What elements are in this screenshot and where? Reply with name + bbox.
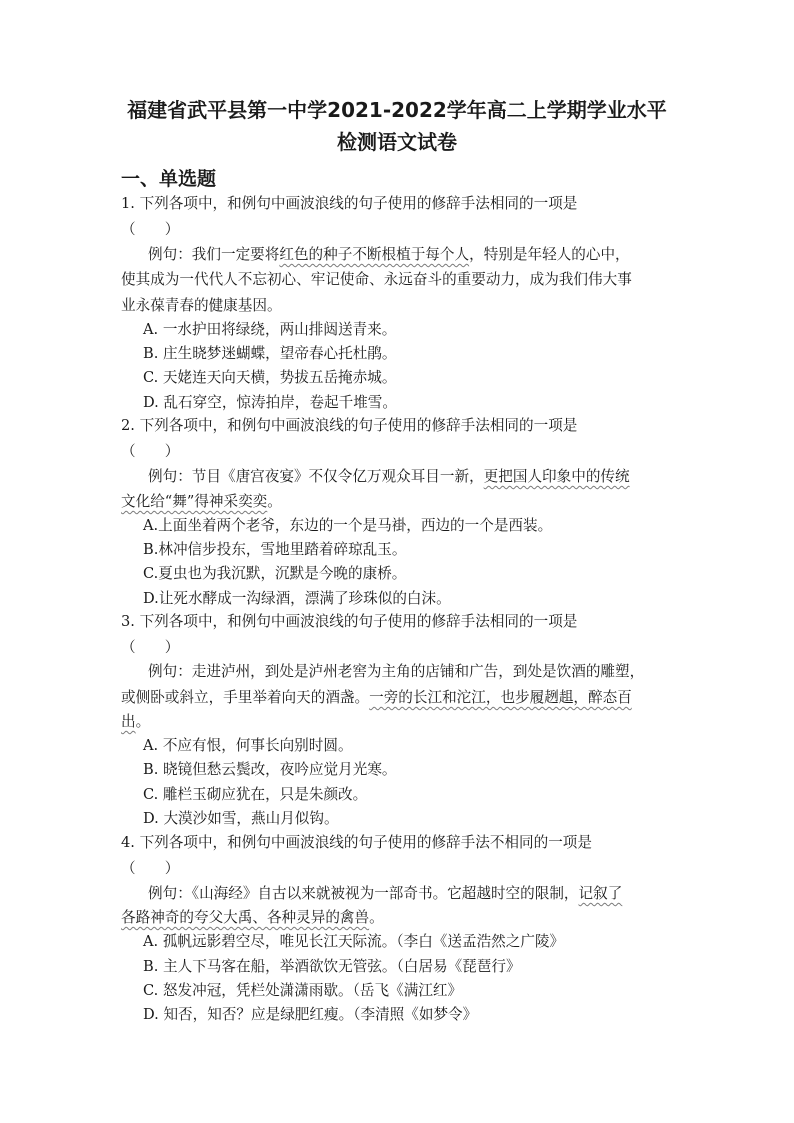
- example-text: 或侧卧或斜立，手里举着向天的酒盏。: [121, 689, 370, 706]
- exam-title-line1: 福建省武平县第一中学2021-2022学年高二上学期学业水平: [127, 98, 667, 122]
- example-sentence-line: [121, 710, 150, 734]
- example-sentence-line: [121, 268, 632, 292]
- example-text: 使其成为一代代人不忘初心、牢记使命、永远奋斗的重要动力，成为我们伟大事: [121, 271, 632, 288]
- wavy-underlined-text: 文化给“舞”得神采奕奕: [121, 493, 268, 510]
- wavy-underlined-text: 记叙了: [578, 885, 623, 902]
- answer-option: D.让死水酵成一沟绿酒，漂满了珍珠似的白沫。: [143, 590, 451, 607]
- example-sentence-line: [148, 243, 630, 267]
- example-text: 例句：《山海经》自古以来就被视为一部奇书。它超越时空的限制，: [148, 885, 579, 902]
- example-sentence-line: [148, 882, 622, 906]
- question-stem: 3. 下列各项中，和例句中画波浪线的句子使用的修辞手法相同的一项是: [121, 613, 578, 630]
- example-text: 例句：走进泸州，到处是泸州老窖为主角的店铺和广告，到处是饮酒的雕塑，: [148, 663, 645, 680]
- answer-blank: （ ）: [121, 443, 180, 460]
- example-text: 。: [369, 909, 384, 926]
- question-stem: 2. 下列各项中，和例句中画波浪线的句子使用的修辞手法相同的一项是: [121, 417, 578, 434]
- answer-option: A. 不应有恨，何事长向别时圆。: [143, 737, 353, 754]
- answer-blank: （ ）: [121, 639, 180, 656]
- answer-option: A.上面坐着两个老爷，东边的一个是马褂，西边的一个是西装。: [143, 517, 553, 534]
- example-text: 例句：节目《唐宫夜宴》不仅令亿万观众耳目一新，: [148, 468, 484, 485]
- example-text: ，特别是年轻人的心中，: [469, 246, 630, 263]
- example-sentence-line: [121, 906, 384, 930]
- answer-option: C. 雕栏玉砌应犹在，只是朱颜改。: [143, 786, 368, 803]
- wavy-underlined-text: 更把国人印象中的传统: [483, 468, 630, 485]
- answer-option: D. 大漠沙如雪，燕山月似钩。: [143, 810, 339, 827]
- wavy-underlined-text: 红色的种子不断根植于每个人: [279, 246, 470, 263]
- section-heading: 一、单选题: [121, 168, 217, 190]
- example-sentence-line: [121, 490, 282, 514]
- answer-option: B.林冲信步投东，雪地里踏着碎琼乱玉。: [143, 541, 407, 558]
- example-sentence-line: [148, 660, 644, 684]
- answer-option: B. 晓镜但愁云鬓改，夜吟应觉月光寒。: [143, 761, 397, 778]
- example-text: 例句：我们一定要将: [148, 246, 280, 263]
- example-sentence-line: [148, 465, 630, 489]
- wavy-underlined-text: 各路神奇的夸父大禹、各种灵异的禽兽: [121, 909, 370, 926]
- question-stem: 4. 下列各项中，和例句中画波浪线的句子使用的修辞手法不相同的一项是: [121, 834, 592, 851]
- exam-title-line2: 检测语文试卷: [337, 130, 457, 154]
- question-stem: 1. 下列各项中，和例句中画波浪线的句子使用的修辞手法相同的一项是: [121, 195, 578, 212]
- answer-option: C. 天姥连天向天横，势拔五岳掩赤城。: [143, 369, 397, 386]
- example-text: 业永葆青春的健康基因。: [121, 297, 282, 314]
- answer-blank: （ ）: [121, 221, 180, 238]
- answer-option: B. 主人下马客在船，举酒欲饮无管弦。（白居易《琵琶行》: [143, 958, 521, 975]
- answer-option: B. 庄生晓梦迷蝴蝶，望帝春心托杜鹃。: [143, 345, 397, 362]
- example-sentence-line: [121, 294, 282, 318]
- answer-option: C. 怒发冲冠，凭栏处潇潇雨歇。（岳飞《满江红》: [143, 982, 463, 999]
- example-sentence-line: [121, 686, 632, 710]
- answer-option: A. 孤帆远影碧空尽，唯见长江天际流。（李白《送孟浩然之广陵》: [143, 933, 565, 950]
- wavy-underlined-text: 一旁的长江和沱江，也步履趔趄，醉态百: [369, 689, 632, 706]
- answer-option: A. 一水护田将绿绕，两山排闼送青来。: [143, 321, 397, 338]
- answer-option: D. 乱石穿空，惊涛拍岸，卷起千堆雪。: [143, 394, 397, 411]
- answer-blank: （ ）: [121, 860, 180, 877]
- wavy-underlined-text: 出: [121, 713, 136, 730]
- answer-option: C.夏虫也为我沉默，沉默是今晚的康桥。: [143, 565, 407, 582]
- example-text: 。: [267, 493, 282, 510]
- answer-option: D. 知否，知否？应是绿肥红瘦。（李清照《如梦令》: [143, 1006, 478, 1023]
- example-text: 。: [135, 713, 151, 730]
